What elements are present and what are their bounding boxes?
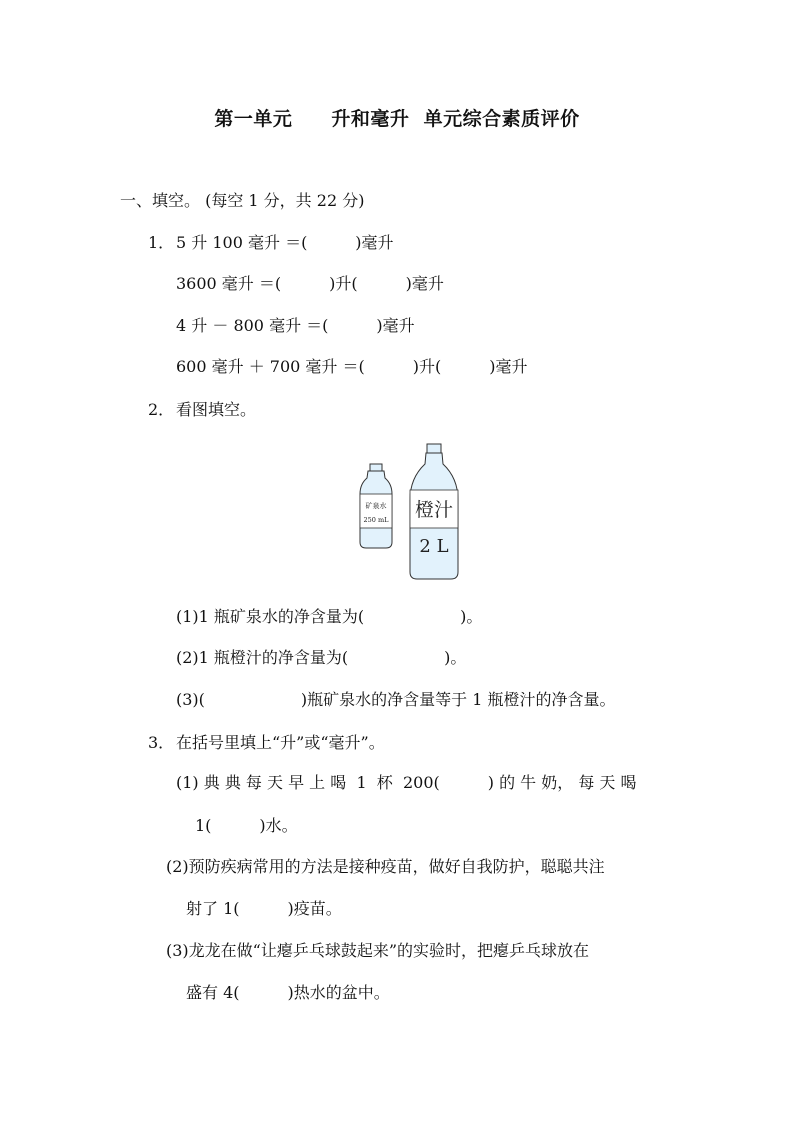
q1-line: 3600 毫升 ＝( )升( )毫升 xyxy=(176,274,444,293)
q2-item: (3)( )瓶矿泉水的净含量等于 1 瓶橙汁的净含量。 xyxy=(176,690,616,709)
q1-line: 4 升 － 800 毫升 ＝( )毫升 xyxy=(176,316,415,335)
question-number: 1． xyxy=(148,233,175,252)
q2-item: (2)1 瓶橙汁的净含量为( )。 xyxy=(176,648,467,667)
q3-item-line: 1( )水。 xyxy=(195,816,298,835)
q3-item-line: (1) 典 典 每 天 早 上 喝 1 杯 200( ) 的 牛 奶， 每 天 喝 xyxy=(176,773,637,792)
q3-item-line: (3)龙龙在做“让瘪乒乓球鼓起来”的实验时，把瘪乒乓球放在 xyxy=(166,941,590,960)
page-title: 第一单元 升和毫升 单元综合素质评价 xyxy=(214,108,580,130)
mineral-water-volume: 250 mL xyxy=(363,516,389,524)
orange-juice-label: 橙汁 xyxy=(414,499,454,521)
orange-juice-volume: 2 L xyxy=(419,536,449,557)
mineral-water-label: 矿泉水 xyxy=(365,502,387,510)
q3-item-line: (2)预防疾病常用的方法是接种疫苗，做好自我防护，聪聪共注 xyxy=(166,857,605,876)
q3-item-line: 盛有 4( )热水的盆中。 xyxy=(186,983,390,1002)
orange-juice-bottle xyxy=(410,444,458,579)
question-prompt: 在括号里填上“升”或“毫升”。 xyxy=(176,733,385,752)
mineral-water-bottle xyxy=(360,464,392,548)
question-number: 2． xyxy=(148,400,175,419)
section-heading: 一、填空。 (每空 1 分，共 22 分) xyxy=(120,191,365,210)
q2-item: (1)1 瓶矿泉水的净含量为( )。 xyxy=(176,607,483,626)
question-prompt: 看图填空。 xyxy=(176,400,257,419)
bottles-figure xyxy=(355,438,465,588)
q1-line: 600 毫升 ＋ 700 毫升 ＝( )升( )毫升 xyxy=(176,357,528,376)
question-number: 3． xyxy=(148,733,175,752)
q1-line: 5 升 100 毫升 ＝( )毫升 xyxy=(176,233,394,252)
q3-item-line: 射了 1( )疫苗。 xyxy=(186,899,342,918)
